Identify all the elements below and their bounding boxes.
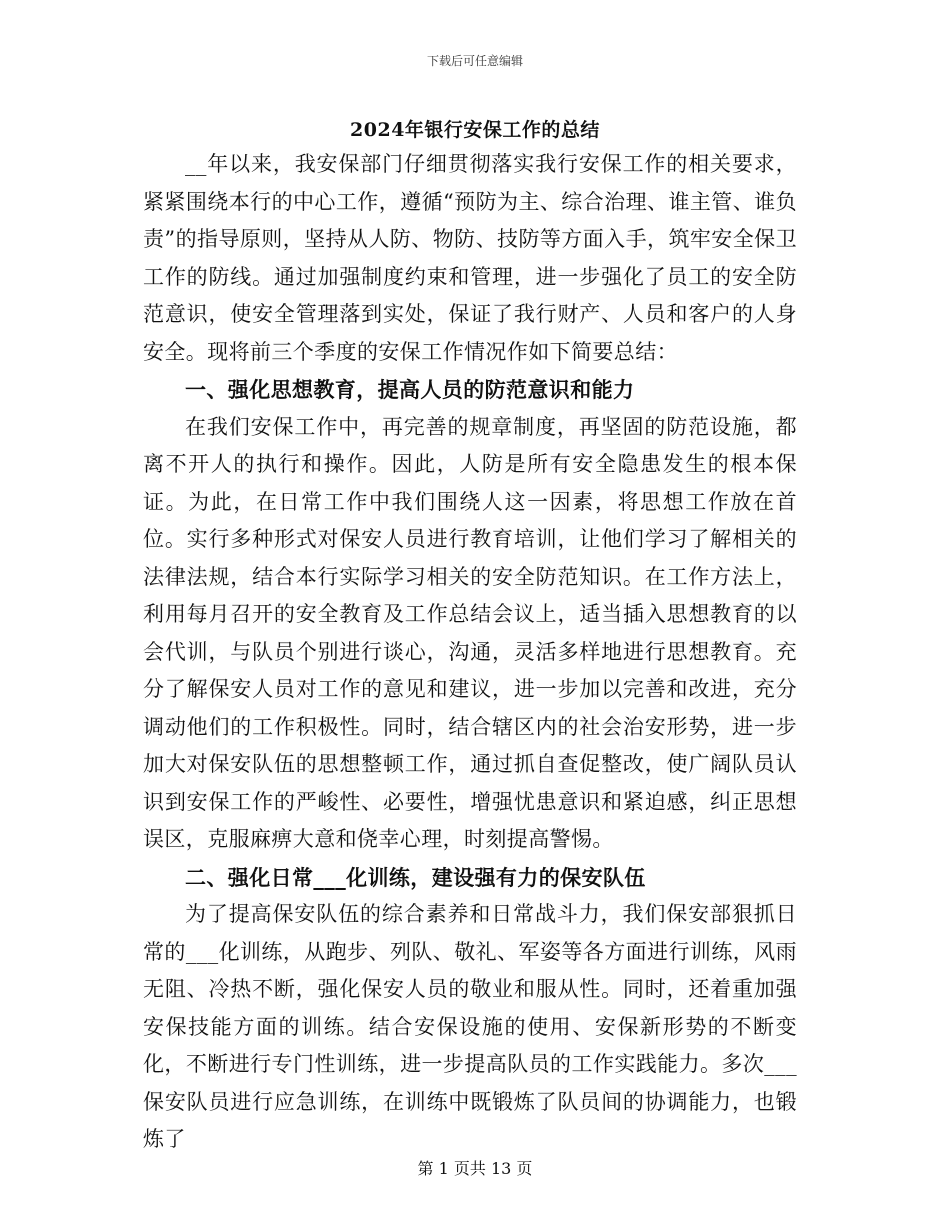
page-number: 第 1 页共 13 页 bbox=[417, 1159, 533, 1178]
document-body bbox=[143, 146, 797, 1159]
section-2-heading: 二、强化日常___化训练，建设强有力的保安队伍 bbox=[185, 864, 646, 890]
section-2-paragraph: 为了提高保安队伍的综合素养和日常战斗力，我们保安部狠抓日常的___化训练，从跑步、列队、敬礼、军姿等各方面进行训练，风雨无阻、冷热不断，强化保安人员的敬业和服从性。同时，还着重加强安保技能方面的训练。结合安保设施的使用、安保新形势的不断变化，不断进行专门性训练，进一步提高队员的工作实践能力。多次___保安队员进行应急训练，在训练中既锻炼了队员间的协调能力，也锻炼了 bbox=[143, 902, 797, 1151]
section-1-heading: 一、强化思想教育，提高人员的防范意识和能力 bbox=[185, 377, 635, 402]
document-title: 2024年银行安保工作的总结 bbox=[350, 119, 600, 141]
page-header-note: 下载后可任意编辑 bbox=[426, 54, 523, 68]
intro-paragraph: __年以来，我安保部门仔细贯彻落实我行安保工作的相关要求，紧紧围绕本行的中心工作，遵循“预防为主、综合治理、谁主管、谁负责”的指导原则，坚持从人防、物防、技防等方面入手，筑牢安全保卫工作的防线。通过加强制度约束和管理，进一步强化了员工的安全防范意识，使安全管理落到实处，保证了我行财产、人员和客户的人身安全。现将前三个季度的安保工作情况作如下简要总结： bbox=[143, 152, 797, 364]
section-1-paragraph: 在我们安保工作中，再完善的规章制度，再坚固的防范设施，都离不开人的执行和操作。因此，人防是所有安全隐患发生的根本保证。为此，在日常工作中我们围绕人这一因素，将思想工作放在首位。实行多种形式对保安人员进行教育培训，让他们学习了解相关的法律法规，结合本行实际学习相关的安全防范知识。在工作方法上，利用每月召开的安全教育及工作总结会议上，适当插入思想教育的以会代训，与队员个别进行谈心，沟通，灵活多样地进行思想教育。充分了解保安人员对工作的意见和建议，进一步加以完善和改进，充分调动他们的工作积极性。同时，结合辖区内的社会治安形势，进一步加大对保安队伍的思想整顿工作，通过抓自查促整改，使广阔队员认识到安保工作的严峻性、必要性，增强忧患意识和紧迫感，纠正思想误区，克服麻痹大意和侥幸心理，时刻提高警惕。 bbox=[143, 414, 797, 851]
